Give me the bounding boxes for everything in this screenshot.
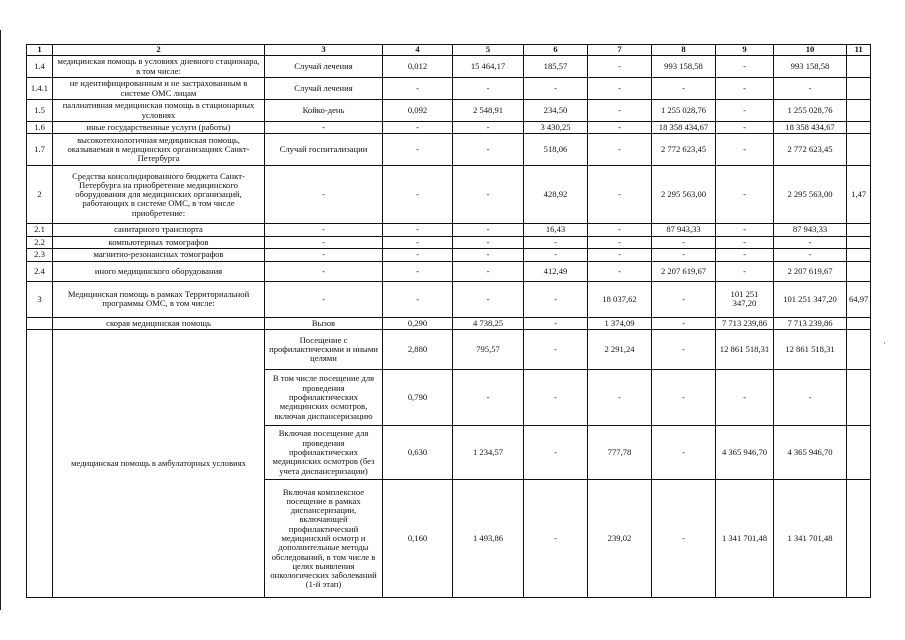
cell-c4: -: [383, 261, 453, 281]
cell-c10: -: [774, 78, 847, 100]
cell-c6: -: [524, 281, 588, 317]
cell-c8: 87 943,33: [652, 224, 716, 236]
cell-c11: [847, 100, 871, 122]
cell-c9: -: [716, 78, 774, 100]
cell-c11: [847, 261, 871, 281]
cell-c6: -: [524, 317, 588, 329]
cell-c5: -: [453, 224, 524, 236]
cell-c6: -: [524, 426, 588, 480]
cell-c8: 1 255 028,76: [652, 100, 716, 122]
cell-c11: [847, 370, 871, 426]
table-row: [27, 56, 871, 78]
cell-c10: 1 341 701,48: [774, 480, 847, 598]
row-description: медицинская помощь в амбулаторных условиях: [53, 330, 265, 598]
cell-c4: -: [383, 78, 453, 100]
cell-c9: -: [716, 122, 774, 134]
cell-c9: 12 861 518,31: [716, 330, 774, 370]
row-number: 1.5: [27, 100, 53, 122]
col-header-9: 9: [716, 45, 774, 56]
cell-c8: -: [652, 370, 716, 426]
cell-c7: 18 037,62: [588, 281, 652, 317]
cell-c8: -: [652, 426, 716, 480]
row-number: 2.1: [27, 224, 53, 236]
cell-c7: -: [588, 236, 652, 248]
row-unit: -: [265, 236, 383, 248]
cell-c7: -: [588, 100, 652, 122]
row-unit: Включая посещение для проведения профилактических медицинских осмотров (без учета диспансеризации): [265, 426, 383, 480]
cell-c5: -: [453, 248, 524, 261]
cell-c9: -: [716, 56, 774, 78]
cell-c11: [847, 78, 871, 100]
row-unit: -: [265, 261, 383, 281]
cell-c6: -: [524, 480, 588, 598]
cell-c4: 2,880: [383, 330, 453, 370]
cell-c7: 2 291,24: [588, 330, 652, 370]
cell-c10: -: [774, 236, 847, 248]
cell-c6: 185,57: [524, 56, 588, 78]
cell-c4: -: [383, 236, 453, 248]
cell-c4: -: [383, 224, 453, 236]
cell-c4: 0,630: [383, 426, 453, 480]
cell-c6: 234,50: [524, 100, 588, 122]
cell-c6: -: [524, 370, 588, 426]
cell-c5: -: [453, 166, 524, 224]
cell-c5: 2 548,91: [453, 100, 524, 122]
row-description: санитарного транспорта: [53, 224, 265, 236]
cell-c9: 4 365 946,70: [716, 426, 774, 480]
cell-c11: 64,97: [847, 281, 871, 317]
cell-c10: 993 158,58: [774, 56, 847, 78]
row-description: Средства консолидированного бюджета Санкт-Петербурга на приобретение медицинского оборудования для медицинских организаций, работающих в системе ОМС, в том числе приобретение:: [53, 166, 265, 224]
cell-c7: -: [588, 78, 652, 100]
row-unit: Случай госпитализации: [265, 134, 383, 166]
row-unit: Посещение с профилактическими и иными целями: [265, 330, 383, 370]
cell-c9: -: [716, 248, 774, 261]
cell-c5: 1 234,57: [453, 426, 524, 480]
table-row: [27, 224, 871, 236]
cell-c9: -: [716, 166, 774, 224]
cell-c4: 0,092: [383, 100, 453, 122]
row-unit: Койко-день: [265, 100, 383, 122]
cell-c4: 0,790: [383, 370, 453, 426]
row-description: медицинская помощь в условиях дневного стационара, в том числе:: [53, 56, 265, 78]
cell-c11: [847, 480, 871, 598]
row-description: Медицинская помощь в рамках Территориальной программы ОМС, в том числе:: [53, 281, 265, 317]
cell-c5: -: [453, 281, 524, 317]
row-number: 1.7: [27, 134, 53, 166]
cell-c5: -: [453, 370, 524, 426]
cell-c8: 2 295 563,00: [652, 166, 716, 224]
cell-c4: 0,290: [383, 317, 453, 329]
row-number: 2.3: [27, 248, 53, 261]
table-row: [27, 166, 871, 224]
cell-c11: [847, 317, 871, 329]
cell-c9: -: [716, 224, 774, 236]
cell-c7: -: [588, 261, 652, 281]
col-header-6: 6: [524, 45, 588, 56]
cell-c8: 993 158,58: [652, 56, 716, 78]
cell-c8: 18 358 434,67: [652, 122, 716, 134]
row-description: иного медицинского оборудования: [53, 261, 265, 281]
cell-c5: 4 738,25: [453, 317, 524, 329]
col-header-11: 11: [847, 45, 871, 56]
cell-c10: 2 295 563,00: [774, 166, 847, 224]
row-unit: Включая комплексное посещение в рамках диспансеризации, включающей профилактический медицинский осмотр и дополнительные методы обследований, в том числе в целях выявления онкологических заболеваний (1-й этап): [265, 480, 383, 598]
cell-c11: [847, 122, 871, 134]
cell-c4: -: [383, 134, 453, 166]
cell-c7: 777,78: [588, 426, 652, 480]
table-row: [27, 78, 871, 100]
table-row: [27, 261, 871, 281]
margin-mark: ·: [883, 338, 886, 348]
cell-c7: -: [588, 370, 652, 426]
cell-c5: 795,57: [453, 330, 524, 370]
row-description: паллиативная медицинская помощь в стационарных условиях: [53, 100, 265, 122]
table-row: [27, 100, 871, 122]
cell-c5: 1 493,86: [453, 480, 524, 598]
table-row: [27, 281, 871, 317]
table-row: [27, 248, 871, 261]
row-unit: Случай лечения: [265, 78, 383, 100]
cell-c9: -: [716, 236, 774, 248]
cell-c10: -: [774, 370, 847, 426]
row-unit: -: [265, 281, 383, 317]
cell-c11: 1,47: [847, 166, 871, 224]
cell-c9: -: [716, 134, 774, 166]
cell-c5: -: [453, 261, 524, 281]
table-row: [27, 330, 871, 370]
table-row: [27, 122, 871, 134]
cell-c11: [847, 330, 871, 370]
cell-c10: 18 358 434,67: [774, 122, 847, 134]
cell-c11: [847, 248, 871, 261]
budget-table: [26, 44, 871, 598]
cell-c7: -: [588, 224, 652, 236]
cell-c4: 0,160: [383, 480, 453, 598]
cell-c6: -: [524, 236, 588, 248]
row-unit: -: [265, 248, 383, 261]
row-unit: -: [265, 122, 383, 134]
cell-c11: [847, 236, 871, 248]
row-unit: В том числе посещение для проведения профилактических медицинских осмотров, включая диспансеризацию: [265, 370, 383, 426]
row-unit: Случай лечения: [265, 56, 383, 78]
row-description: иные государственные услуги (работы): [53, 122, 265, 134]
cell-c10: 2 207 619,67: [774, 261, 847, 281]
cell-c7: -: [588, 166, 652, 224]
row-description: компьютерных томографов: [53, 236, 265, 248]
cell-c9: 101 251 347,20: [716, 281, 774, 317]
cell-c7: 239,02: [588, 480, 652, 598]
cell-c10: 87 943,33: [774, 224, 847, 236]
row-number: 3: [27, 281, 53, 317]
row-description: скорая медицинская помощь: [53, 317, 265, 329]
cell-c8: 2 772 623,45: [652, 134, 716, 166]
cell-c8: -: [652, 281, 716, 317]
row-number: 2.4: [27, 261, 53, 281]
row-description: высокотехнологичная медицинская помощь, оказываемая в медицинских организациях Санкт-Петербурга: [53, 134, 265, 166]
cell-c10: 2 772 623,45: [774, 134, 847, 166]
cell-c7: -: [588, 248, 652, 261]
cell-c6: 16,43: [524, 224, 588, 236]
cell-c6: -: [524, 248, 588, 261]
cell-c10: 7 713 239,86: [774, 317, 847, 329]
cell-c9: 7 713 239,86: [716, 317, 774, 329]
cell-c7: 1 374,09: [588, 317, 652, 329]
cell-c8: -: [652, 248, 716, 261]
cell-c4: -: [383, 281, 453, 317]
cell-c8: -: [652, 78, 716, 100]
row-unit: Вызов: [265, 317, 383, 329]
row-number: 1.6: [27, 122, 53, 134]
cell-c10: 1 255 028,76: [774, 100, 847, 122]
cell-c4: -: [383, 122, 453, 134]
page-edge-line: [0, 30, 4, 610]
cell-c11: [847, 134, 871, 166]
cell-c4: 0,012: [383, 56, 453, 78]
cell-c8: -: [652, 480, 716, 598]
cell-c7: -: [588, 134, 652, 166]
col-header-10: 10: [774, 45, 847, 56]
row-description: не идентифицированным и не застрахованным в системе ОМС лицам: [53, 78, 265, 100]
row-number: 2.2: [27, 236, 53, 248]
cell-c6: -: [524, 78, 588, 100]
cell-c6: -: [524, 330, 588, 370]
cell-c9: -: [716, 261, 774, 281]
cell-c6: 428,92: [524, 166, 588, 224]
cell-c8: 2 207 619,67: [652, 261, 716, 281]
row-description: магнитно-резонансных томографов: [53, 248, 265, 261]
row-number: 2: [27, 166, 53, 224]
row-number: 1.4: [27, 56, 53, 78]
header-row: [27, 45, 871, 56]
row-number: [27, 330, 53, 598]
cell-c5: 15 464,17: [453, 56, 524, 78]
cell-c5: -: [453, 78, 524, 100]
cell-c5: -: [453, 236, 524, 248]
col-header-4: 4: [383, 45, 453, 56]
table-row: [27, 317, 871, 329]
cell-c11: [847, 224, 871, 236]
cell-c6: 518,06: [524, 134, 588, 166]
cell-c10: 4 365 946,70: [774, 426, 847, 480]
cell-c4: -: [383, 166, 453, 224]
col-header-3: 3: [265, 45, 383, 56]
cell-c9: -: [716, 100, 774, 122]
cell-c9: -: [716, 370, 774, 426]
row-number: 1.4.1: [27, 78, 53, 100]
cell-c10: 101 251 347,20: [774, 281, 847, 317]
cell-c11: [847, 56, 871, 78]
cell-c11: [847, 426, 871, 480]
row-number: [27, 317, 53, 329]
cell-c10: -: [774, 248, 847, 261]
cell-c5: -: [453, 134, 524, 166]
cell-c8: -: [652, 236, 716, 248]
cell-c7: -: [588, 122, 652, 134]
col-header-1: 1: [27, 45, 53, 56]
cell-c7: -: [588, 56, 652, 78]
cell-c4: -: [383, 248, 453, 261]
col-header-7: 7: [588, 45, 652, 56]
cell-c6: 3 430,25: [524, 122, 588, 134]
table-row: [27, 134, 871, 166]
col-header-2: 2: [53, 45, 265, 56]
row-unit: -: [265, 224, 383, 236]
cell-c10: 12 861 518,31: [774, 330, 847, 370]
cell-c9: 1 341 701,48: [716, 480, 774, 598]
cell-c5: -: [453, 122, 524, 134]
cell-c6: 412,49: [524, 261, 588, 281]
cell-c8: -: [652, 330, 716, 370]
row-unit: -: [265, 166, 383, 224]
table-row: [27, 236, 871, 248]
col-header-8: 8: [652, 45, 716, 56]
col-header-5: 5: [453, 45, 524, 56]
cell-c8: -: [652, 317, 716, 329]
